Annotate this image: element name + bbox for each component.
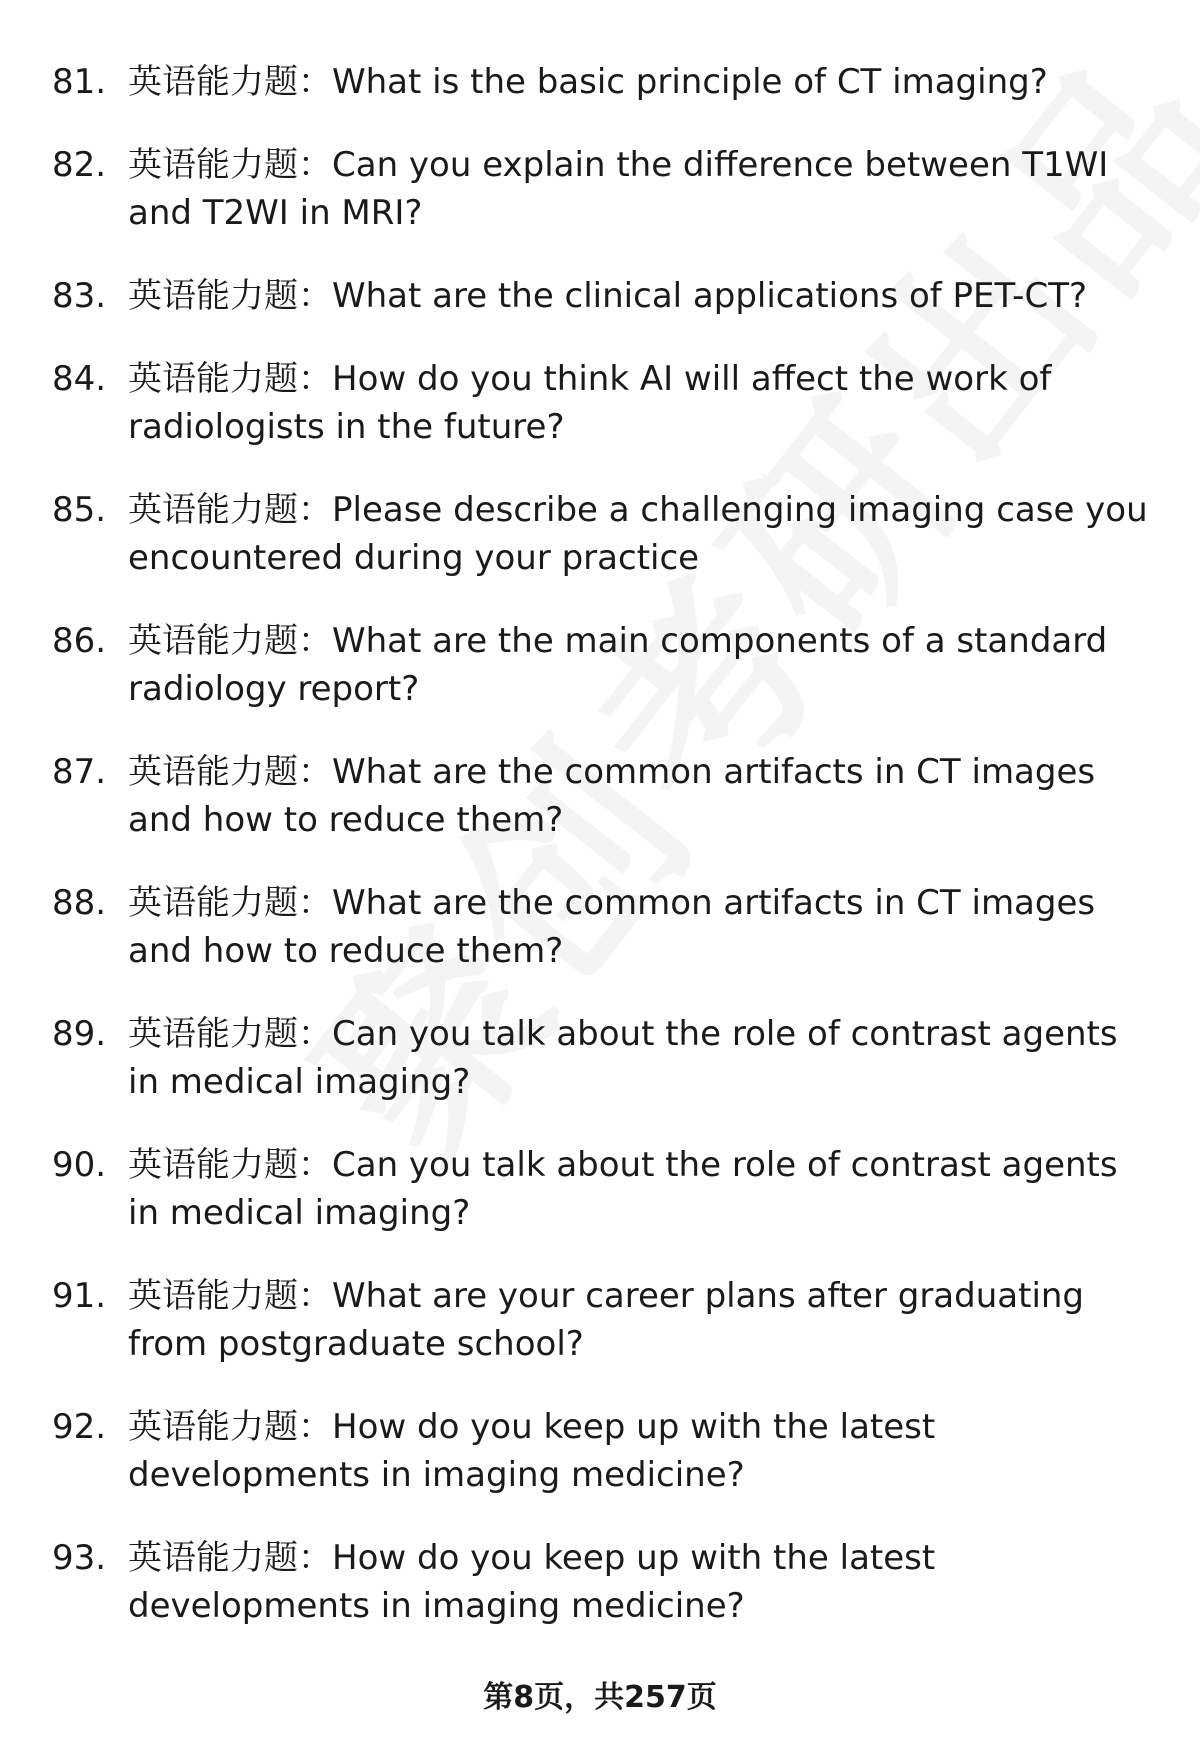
question-tag: 英语能力题： xyxy=(128,359,332,399)
question-text: How do you think AI will affect the work of radiologists in the future? xyxy=(128,359,1052,447)
question-text: What are the clinical applications of PET-CT? xyxy=(332,276,1088,316)
question-tag: 英语能力题： xyxy=(128,62,332,102)
question-item xyxy=(52,1403,1152,1499)
question-list xyxy=(52,58,1152,1665)
question-number: 90. xyxy=(52,1145,107,1185)
question-number: 85. xyxy=(52,490,107,530)
question-item xyxy=(52,355,1152,451)
question-tag: 英语能力题： xyxy=(128,1014,332,1054)
question-tag: 英语能力题： xyxy=(128,883,332,923)
question-text: What are the common artifacts in CT images and how to reduce them? xyxy=(128,752,1096,840)
question-item xyxy=(52,617,1152,713)
question-text: Please describe a challenging imaging case you encountered during your practice xyxy=(128,490,1148,578)
question-text: What are the main components of a standard radiology report? xyxy=(128,621,1108,709)
question-item xyxy=(52,1534,1152,1630)
question-number: 93. xyxy=(52,1538,107,1578)
question-number: 84. xyxy=(52,359,107,399)
question-tag: 英语能力题： xyxy=(128,145,332,185)
question-item xyxy=(52,1010,1152,1106)
question-item xyxy=(52,58,1152,106)
question-text: Can you explain the difference between T1WI and T2WI in MRI? xyxy=(128,145,1109,233)
question-tag: 英语能力题： xyxy=(128,490,332,530)
question-tag: 英语能力题： xyxy=(128,1145,332,1185)
question-item xyxy=(52,1141,1152,1237)
question-number: 88. xyxy=(52,883,107,923)
question-text: What is the basic principle of CT imaging? xyxy=(332,62,1048,102)
question-item xyxy=(52,141,1152,237)
question-number: 86. xyxy=(52,621,107,661)
question-number: 81. xyxy=(52,62,107,102)
question-number: 92. xyxy=(52,1407,107,1447)
question-item xyxy=(52,879,1152,975)
question-item xyxy=(52,272,1152,320)
question-number: 82. xyxy=(52,145,107,185)
question-text: What are the common artifacts in CT images and how to reduce them? xyxy=(128,883,1096,971)
question-text: What are your career plans after graduating from postgraduate school? xyxy=(128,1276,1085,1364)
question-tag: 英语能力题： xyxy=(128,621,332,661)
question-tag: 英语能力题： xyxy=(128,1407,332,1447)
question-text: Can you talk about the role of contrast agents in medical imaging? xyxy=(128,1145,1118,1233)
question-tag: 英语能力题： xyxy=(128,1276,332,1316)
page-footer: 第8页，共257页 xyxy=(483,1680,717,1715)
question-number: 91. xyxy=(52,1276,107,1316)
question-tag: 英语能力题： xyxy=(128,1538,332,1578)
question-tag: 英语能力题： xyxy=(128,752,332,792)
question-number: 89. xyxy=(52,1014,107,1054)
question-text: How do you keep up with the latest developments in imaging medicine? xyxy=(128,1407,936,1495)
question-number: 87. xyxy=(52,752,107,792)
question-item xyxy=(52,486,1152,582)
question-text: How do you keep up with the latest developments in imaging medicine? xyxy=(128,1538,936,1626)
question-number: 83. xyxy=(52,276,107,316)
question-tag: 英语能力题： xyxy=(128,276,332,316)
question-text: Can you talk about the role of contrast agents in medical imaging? xyxy=(128,1014,1118,1102)
question-item xyxy=(52,1272,1152,1368)
question-item xyxy=(52,748,1152,844)
